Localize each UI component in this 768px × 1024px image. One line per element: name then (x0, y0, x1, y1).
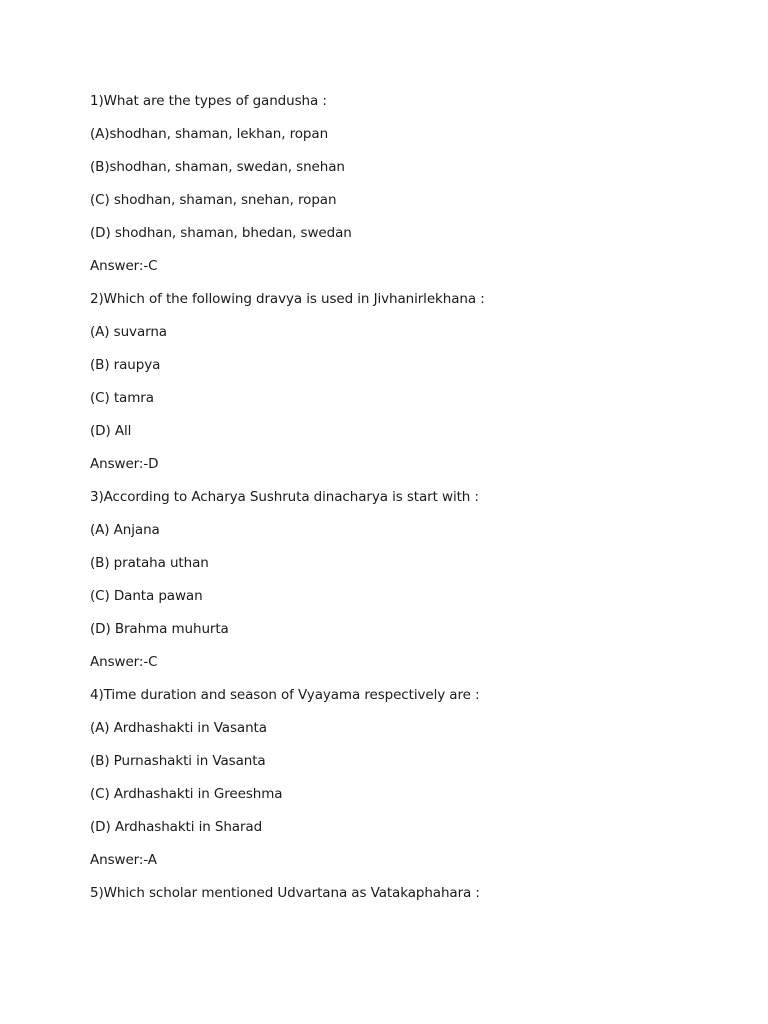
question-1-option-d: (D) shodhan, shaman, bhedan, swedan (90, 225, 352, 241)
question-list (90, 92, 710, 917)
question-3-answer: Answer:-C (90, 654, 158, 670)
question-2-text: 2)Which of the following dravya is used in Jivhanirlekhana : (90, 291, 485, 307)
question-1-answer: Answer:-C (90, 258, 158, 274)
question-3-option-d: (D) Brahma muhurta (90, 621, 229, 637)
question-1-text: 1)What are the types of gandusha : (90, 93, 327, 109)
question-4-option-a: (A) Ardhashakti in Vasanta (90, 720, 267, 736)
question-1-option-c: (C) shodhan, shaman, snehan, ropan (90, 192, 337, 208)
question-2-option-b: (B) raupya (90, 357, 161, 373)
question-4-option-c: (C) Ardhashakti in Greeshma (90, 786, 283, 802)
question-3-text: 3)According to Acharya Sushruta dinacharya is start with : (90, 489, 479, 505)
question-3-option-c: (C) Danta pawan (90, 588, 203, 604)
question-5-text: 5)Which scholar mentioned Udvartana as Vatakaphahara : (90, 885, 480, 901)
question-3-option-a: (A) Anjana (90, 522, 160, 538)
question-2-option-c: (C) tamra (90, 390, 154, 406)
question-2-option-d: (D) All (90, 423, 132, 439)
question-4-answer: Answer:-A (90, 852, 157, 868)
question-4-option-d: (D) Ardhashakti in Sharad (90, 819, 263, 835)
question-2-option-a: (A) suvarna (90, 324, 167, 340)
question-1-option-b: (B)shodhan, shaman, swedan, snehan (90, 159, 345, 175)
question-3-option-b: (B) prataha uthan (90, 555, 209, 571)
question-4-text: 4)Time duration and season of Vyayama respectively are : (90, 687, 480, 703)
question-2-answer: Answer:-D (90, 456, 159, 472)
question-1-option-a: (A)shodhan, shaman, lekhan, ropan (90, 126, 329, 142)
question-4-option-b: (B) Purnashakti in Vasanta (90, 753, 266, 769)
